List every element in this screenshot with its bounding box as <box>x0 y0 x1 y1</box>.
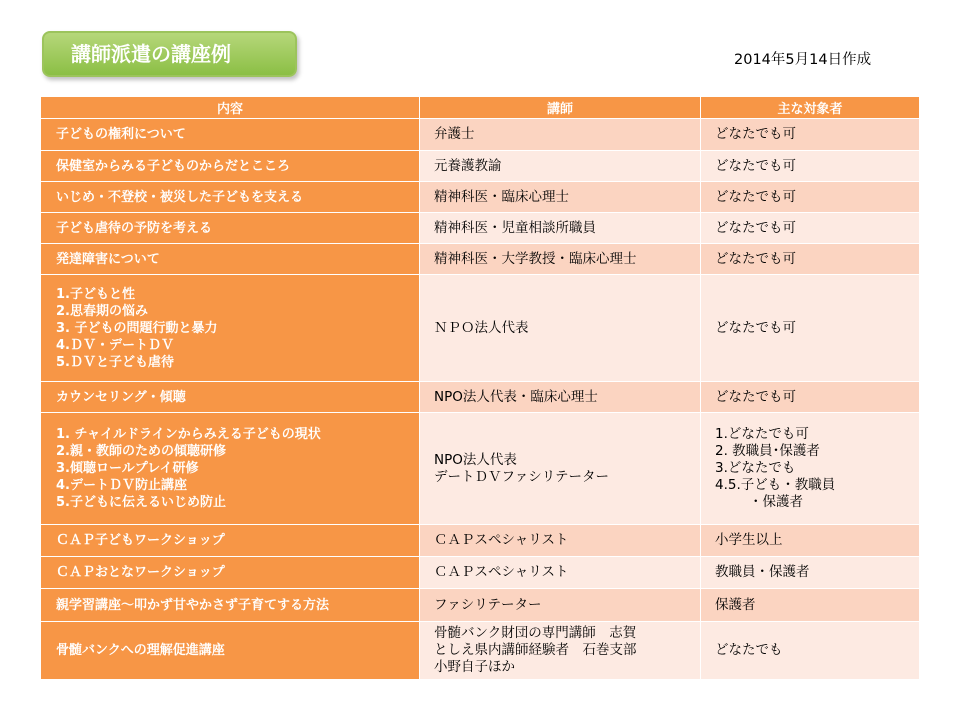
lecturer-line: 精神科医・児童相談所職員 <box>434 219 596 236</box>
lecture-table <box>40 96 920 680</box>
lecturer-line: ＣＡＰスペシャリスト <box>434 564 569 580</box>
lecturer-line: ＣＡＰスペシャリスト <box>434 532 569 548</box>
lecturer-cell <box>420 182 701 213</box>
audience-line: 4.5.子ども・教職員 <box>715 477 836 493</box>
table-row <box>41 182 920 213</box>
content-line: ＣＡＰおとなワークショップ <box>56 565 225 580</box>
content-line: 2.親・教師のための傾聴研修 <box>56 444 226 459</box>
lecturer-line: 小野自子ほか <box>434 659 515 675</box>
page-title: 講師派遣の講座例 <box>42 31 297 77</box>
content-cell <box>41 382 420 413</box>
table-row <box>41 119 920 151</box>
table-header-row <box>41 97 920 119</box>
content-line: 1. チャイルドラインからみえる子どもの現状 <box>56 427 321 442</box>
audience-line: 小学生以上 <box>715 532 783 548</box>
lecturer-line: 元養護教諭 <box>434 157 502 174</box>
lecturer-cell <box>420 622 701 680</box>
content-cell <box>41 525 420 557</box>
content-line: 親学習講座～叩かず甘やかさず子育てする方法 <box>56 597 330 613</box>
content-line: 2.思春期の悩み <box>56 303 148 319</box>
content-cell <box>41 151 420 182</box>
content-line: 骨髄バンクへの理解促進講座 <box>56 643 225 658</box>
lecturer-cell <box>420 119 701 151</box>
column-header-content: 内容 <box>41 97 420 119</box>
content-line: 5.子どもに伝えるいじめ防止 <box>56 495 226 510</box>
lecturer-line: 弁護士 <box>434 126 475 142</box>
content-line: 4.デートＤＶ防止講座 <box>56 478 187 493</box>
content-cell <box>41 557 420 589</box>
content-cell <box>41 622 420 680</box>
audience-cell <box>701 589 920 622</box>
lecturer-cell <box>420 413 701 525</box>
table-row <box>41 213 920 244</box>
table-row <box>41 589 920 622</box>
audience-cell <box>701 413 920 525</box>
audience-cell <box>701 275 920 382</box>
audience-line: 3.どなたでも <box>715 460 796 476</box>
lecturer-line: デートＤＶファシリテーター <box>434 468 609 485</box>
content-line: 1.子どもと性 <box>56 286 135 302</box>
audience-cell <box>701 151 920 182</box>
column-header-audience: 主な対象者 <box>701 97 920 119</box>
content-line: 3.傾聴ロールプレイ研修 <box>56 461 199 476</box>
lecturer-line: 精神科医・大学教授・臨床心理士 <box>434 250 637 267</box>
content-cell <box>41 275 420 382</box>
lecturer-cell <box>420 557 701 589</box>
table-row <box>41 557 920 589</box>
audience-line: 保護者 <box>715 596 756 613</box>
audience-cell <box>701 244 920 275</box>
lecturer-cell <box>420 213 701 244</box>
content-line: 3. 子どもの問題行動と暴力 <box>56 320 218 336</box>
lecturer-cell <box>420 589 701 622</box>
column-header-lecturer: 講師 <box>420 97 701 119</box>
content-cell <box>41 244 420 275</box>
lecturer-line: 精神科医・臨床心理士 <box>434 188 569 205</box>
table-row <box>41 525 920 557</box>
audience-cell <box>701 622 920 680</box>
content-line: 子ども虐待の予防を考える <box>56 220 213 236</box>
lecturer-line: としえ県内講師経験者 石巻支部 <box>434 642 637 658</box>
content-line: 保健室からみる子どものからだとこころ <box>56 158 291 174</box>
audience-cell <box>701 182 920 213</box>
lecturer-line: ＮＰＯ法人代表 <box>434 319 529 336</box>
lecturer-cell <box>420 151 701 182</box>
content-cell <box>41 182 420 213</box>
lecturer-cell <box>420 525 701 557</box>
lecturer-line: NPO法人代表 <box>434 451 517 468</box>
content-line: カウンセリング・傾聴 <box>56 389 186 405</box>
audience-cell <box>701 213 920 244</box>
creation-date: 2014年5月14日作成 <box>734 52 872 68</box>
audience-line: 教職員・保護者 <box>715 564 810 580</box>
audience-line: どなたでも可 <box>715 388 796 405</box>
audience-line: どなたでも可 <box>715 188 796 205</box>
content-line: 発達障害について <box>56 251 160 267</box>
audience-line: 1.どなたでも可 <box>715 426 809 442</box>
content-cell <box>41 213 420 244</box>
audience-line: ・保護者 <box>749 494 803 510</box>
content-line: ＣＡＰ子どもワークショップ <box>56 533 225 548</box>
audience-line: どなたでも可 <box>715 126 796 142</box>
content-cell <box>41 413 420 525</box>
lecturer-cell <box>420 244 701 275</box>
content-cell <box>41 589 420 622</box>
table-row <box>41 151 920 182</box>
content-line: 5.ＤＶと子ども虐待 <box>56 354 174 370</box>
table-row <box>41 244 920 275</box>
audience-line: どなたでも可 <box>715 319 796 336</box>
content-line: 子どもの権利について <box>56 127 186 142</box>
audience-cell <box>701 525 920 557</box>
audience-line: どなたでも可 <box>715 250 796 267</box>
lecturer-cell <box>420 382 701 413</box>
audience-line: どなたでも可 <box>715 157 796 174</box>
lecturer-line: 骨髄バンク財団の専門講師 志賀 <box>434 625 637 641</box>
table-row <box>41 413 920 525</box>
lecturer-line: NPO法人代表・臨床心理士 <box>434 388 598 405</box>
table-row <box>41 275 920 382</box>
content-line: いじめ・不登校・被災した子どもを支える <box>56 189 304 205</box>
table-row <box>41 622 920 680</box>
audience-line: どなたでも <box>715 642 783 658</box>
table-row <box>41 382 920 413</box>
content-cell <box>41 119 420 151</box>
audience-cell <box>701 119 920 151</box>
lecturer-line: ファシリテーター <box>434 596 542 613</box>
audience-cell <box>701 557 920 589</box>
lecturer-cell <box>420 275 701 382</box>
audience-line: どなたでも可 <box>715 219 796 236</box>
audience-cell <box>701 382 920 413</box>
audience-line: 2. 教職員･保護者 <box>715 443 820 459</box>
content-line: 4.ＤＶ・デートＤＶ <box>56 337 174 353</box>
